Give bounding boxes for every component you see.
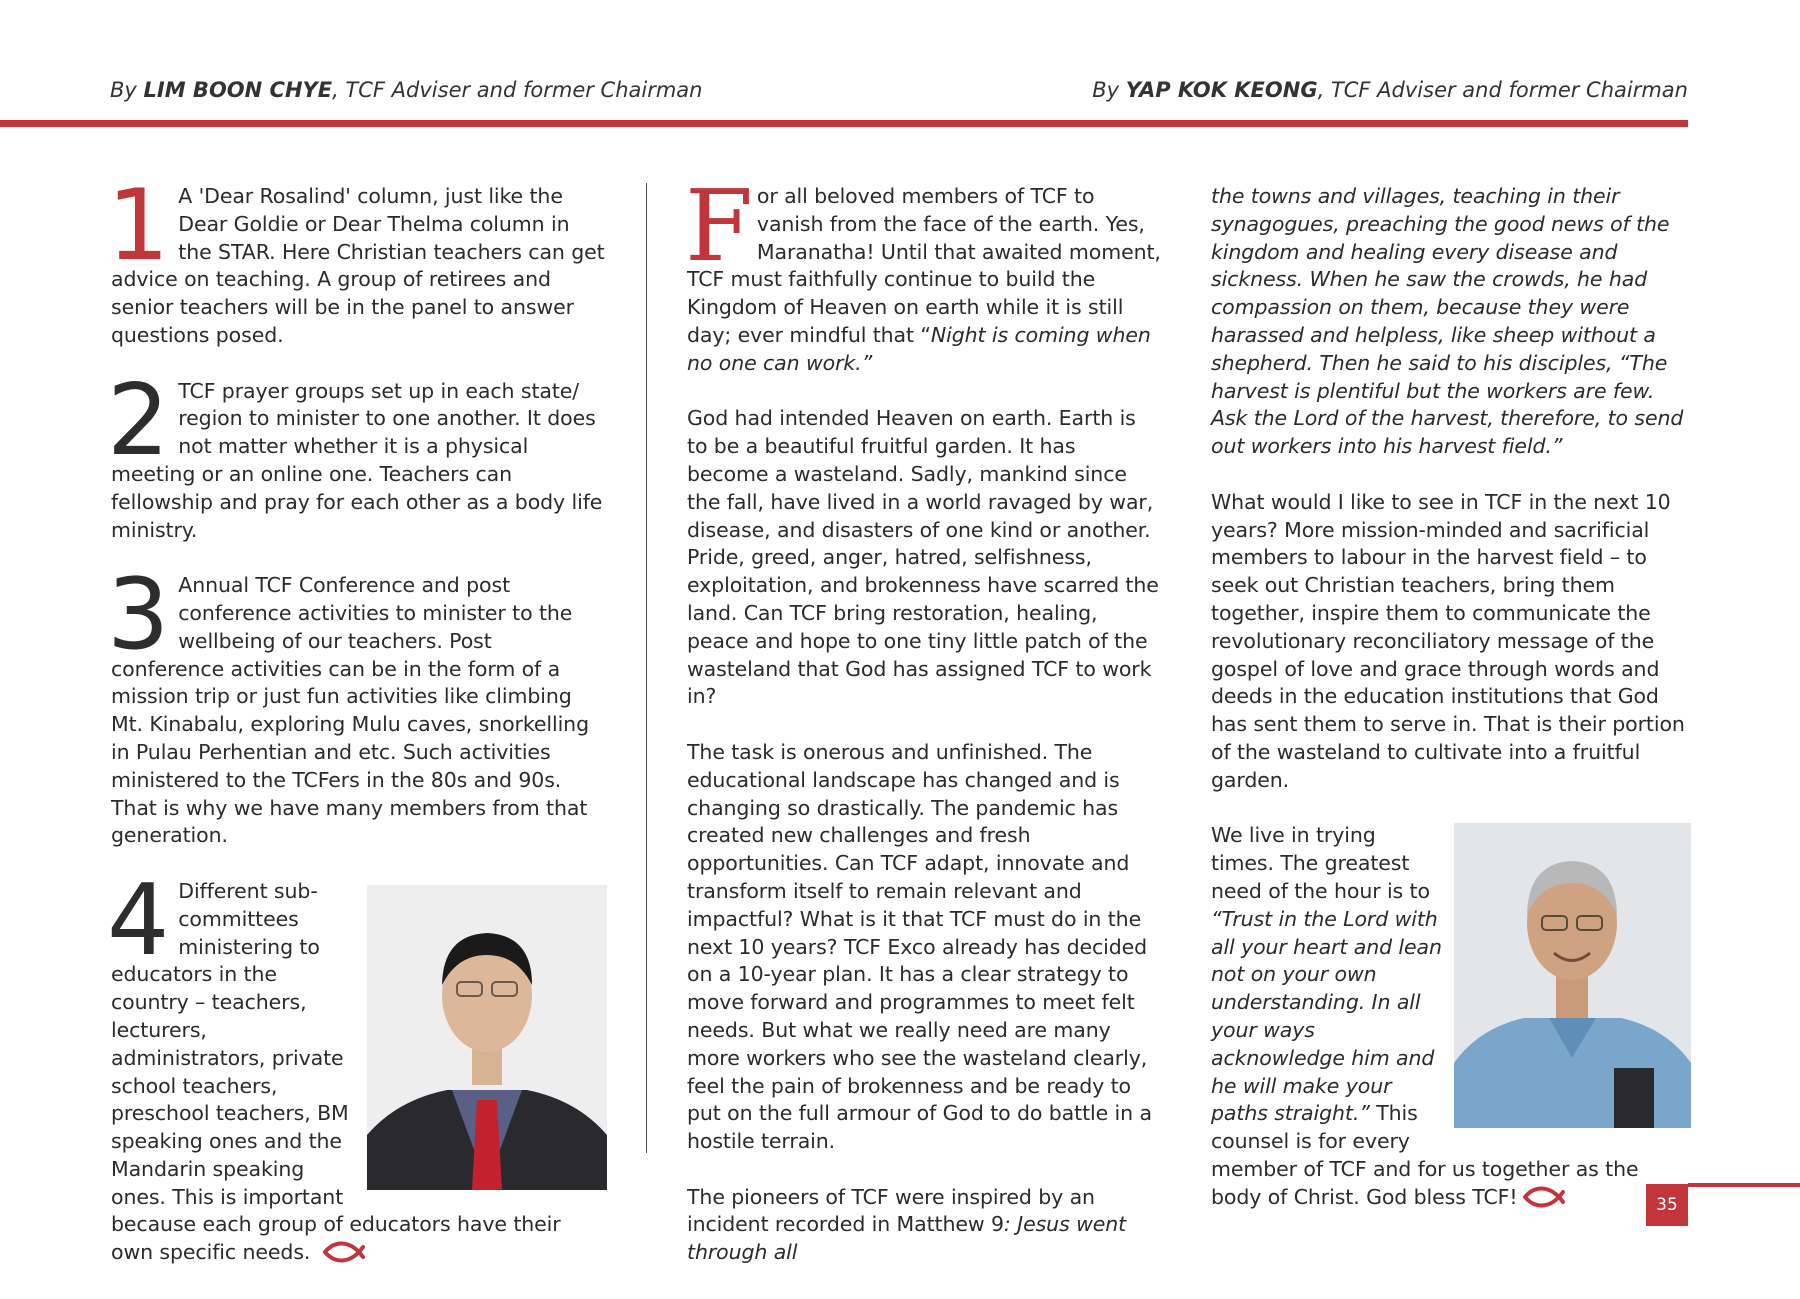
author-photo-right (1454, 823, 1691, 1128)
item-text-3: Annual TCF Conference and post conference activities to minister to the wellbeing of our teachers. Post conference activities can be in the form of a mission trip or just fun activities like climbing Mt. Kinabalu, exploring Mulu caves, snorkelling in Pulau Perhentian and etc. Such activities ministered to the TCFers in the 80s and 90s. That is why we have many members from that generation. (111, 573, 589, 848)
fish-icon (1521, 1186, 1567, 1216)
author-role-left: , TCF Adviser and former Chairman (332, 78, 703, 102)
byline-right (1092, 78, 1688, 102)
quote-proverbs: “Trust in the Lord with all your heart and lean not on your own understanding. In all your ways acknowledge him and he will make your paths straight.” (1211, 906, 1442, 1126)
paragraph-3: The task is onerous and unfinished. The educational landscape has changed and is changing so drastically. The pandemic has created new challenges and fresh opportunities. Can TCF adapt, innovate and transform itself to remain relevant and impactful? What is it that TCF must do in the next 10 years? TCF Exco already has decided on a 10-year plan. It has a clear strategy to move forward and programmes to meet felt needs. But what we really need are many more workers who see the wasteland clearly, feel the pain of brokenness and be ready to put on the full armour of God to do battle in a hostile terrain. (687, 739, 1152, 1154)
paragraph-7-end: This counsel is for every member of TCF and for us together as the body of Christ. God bless TCF! (1211, 1101, 1639, 1209)
page-number-rule (1688, 1183, 1800, 1187)
item-text-2: TCF prayer groups set up in each state/ region to minister to one another. It does not matter whether it is a physical meeting or an online one. Teachers can fellowship and pray for each other as a body life ministry. (111, 378, 603, 542)
column-divider (646, 183, 647, 1153)
drop-cap: F (685, 170, 753, 284)
item-number-3: 3 (107, 558, 170, 673)
list-item-3 (107, 558, 607, 850)
item-number-4: 4 (107, 863, 170, 978)
list-item-1 (107, 169, 607, 350)
list-item-4 (107, 863, 607, 1271)
author-name-right: YAP KOK KEONG (1125, 78, 1318, 102)
byline-by: By (1092, 78, 1120, 102)
header-rule (0, 120, 1688, 127)
item-text-4: Different sub-committees ministering to educators in the country – teachers, lecturers, administrators, private school teachers, preschool teachers, BM speaking ones and the Mandarin speaking ones. This is important because each group of educators have their own specific needs. (111, 878, 561, 1265)
item-text-1: A 'Dear Rosalind' column, just like the Dear Goldie or Dear Thelma column in the STAR. Here Christian teachers can get advice on teaching. A group of retirees and senior teachers will be in the panel to answer questions posed. (111, 184, 605, 347)
paragraph-6: What would I like to see in TCF in the next 10 years? More mission-minded and sacrificial members to labour in the harvest field – to seek out Christian teachers, bring them together, inspire them to communicate the revolutionary reconciliatory message of the gospel of love and grace through words and deeds in the education institutions that God has sent them to serve in. That is their portion of the wasteland to cultivate into a fruitful garden. (1211, 489, 1685, 792)
paragraph-1 (685, 170, 1162, 378)
list-item-2 (107, 363, 607, 545)
author-name-left: LIM BOON CHYE (143, 78, 333, 102)
author-photo-left (367, 885, 607, 1190)
fish-icon (321, 1241, 367, 1271)
paragraph-4-text: The pioneers of TCF were inspired by an incident recorded in Matthew 9 (687, 1184, 1095, 1237)
byline-left (110, 78, 703, 102)
quote-matthew-continued: the towns and villages, teaching in their synagogues, preaching the good news of the kingdom and healing every disease and sickness. When he saw the crowds, he had compassion on them, because they were harassed and helpless, like sheep without a shepherd. Then he said to his disciples, “The harvest is plentiful but the workers are few. Ask the Lord of the harvest, therefore, to send out workers into his harvest field.” (1211, 184, 1684, 459)
author-role-right: , TCF Adviser and former Chairman (1317, 78, 1688, 102)
paragraph-7-text: We live in trying times. The greatest need of the hour is to (1211, 823, 1430, 903)
quote-matthew-start: : Jesus went through all (687, 1212, 1127, 1265)
item-number-1: 1 (107, 169, 170, 283)
item-number-2: 2 (107, 363, 170, 478)
right-article-part-1 (685, 170, 1162, 1295)
byline-by: By (110, 78, 137, 102)
page-number: 35 (1646, 1184, 1688, 1226)
paragraph-2: God had intended Heaven on earth. Earth is to be a beautiful fruitful garden. It has become a wasteland. Sadly, mankind since the fall, have lived in a world ravaged by war, disease, and disasters of one kind or another. Pride, greed, anger, hatred, selfishness, exploitation, and brokenness have scarred the land. Can TCF bring restoration, healing, peace and hope to one tiny little patch of the wasteland that God has assigned TCF to work in? (687, 406, 1159, 709)
paragraph-7 (1211, 822, 1691, 1215)
quote-night: Night is coming when no one can work.” (687, 322, 1151, 375)
paragraph-1-text: or all beloved members of TCF to vanish from the face of the earth. Yes, Maranatha! Until that awaited moment, TCF must faithfully continue to build the Kingdom of Heaven on earth while it is still day; ever mindful that “ (687, 184, 1161, 347)
left-article (107, 169, 607, 1299)
right-article-part-2 (1211, 183, 1691, 1243)
paragraph-4 (687, 1184, 1162, 1267)
